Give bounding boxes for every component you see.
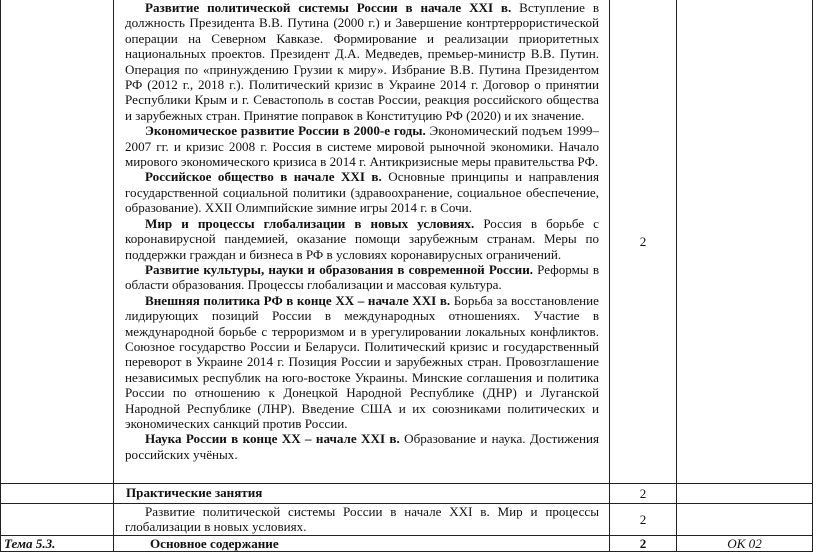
practical-topic-row — [1, 504, 813, 536]
paragraph-title: Российское общество в начале XXI в. — [145, 169, 382, 185]
paragraph-text: Борьба за восстановление лидирующих позиций России в международных отношениях. Участие в международной борьбе с терроризмом и в урегулировании локальных конфликтов. Союзное государство России и Беларуси. Политический кризис и государственный переворот в Украине 2014 г. Позиция России и зарубежных стран. Провозглашение независимых республик на юго-востоке Украины. Минские соглашения и политика России по отношению к Донецкой Народной Республике (ДНР) и Луганской Народной Республике (ЛНР). Введение США и их союзниками политических и экономических санкций против России. — [125, 292, 599, 431]
content-paragraph — [125, 216, 599, 262]
paragraph-text: Реформы в области образования. Процессы глобализации и массовая культура. — [125, 261, 600, 293]
content-paragraph — [125, 169, 599, 215]
paragraph-title: Внешняя политика РФ в конце XX – начале XXI в. — [145, 292, 451, 308]
content-paragraph — [125, 431, 599, 462]
theme-cell: Тема 5.3. — [1, 536, 114, 552]
theme-row — [1, 536, 813, 552]
paragraph-text: Россия в борьбе с коронавирусной пандемией, оказание помощи зарубежным странам. Меры по поддержки граждан и бизнеса в РФ в условиях коронавирусных ограничений. — [125, 215, 599, 262]
content-paragraph — [125, 262, 599, 293]
content-row — [1, 0, 813, 484]
paragraph-title: Наука России в конце XX – начале XXI в. — [145, 431, 400, 447]
content-cell — [114, 0, 610, 484]
theme-cell-empty — [1, 484, 114, 504]
competence-cell-empty — [677, 0, 813, 484]
theme-cell-empty — [1, 0, 114, 484]
paragraph-text: Образование и наука. Достижения российских учёных. — [125, 431, 599, 462]
practical-row — [1, 484, 813, 504]
paragraph-title: Экономическое развитие России в 2000-е годы. — [145, 123, 426, 139]
practical-label: Практические занятия — [114, 484, 610, 504]
paragraph-text: Вступление в должность Президента В.В. Путина (2000 г.) и Завершение контртеррористической операции на Северном Кавказе. Формирование и реализации приоритетных национальных проектов. Президент Д.А. Медведев, премьер-министр В.В. Путин. Операция по «принуждению Грузии к миру». Избрание В.В. Путина Президентом РФ (2012 г., 2018 г.). Политический кризис в Украине 2014 г. Договор о принятии Республики Крым и г. Севастополь в состав России, реакция российского общества и зарубежных стран. Принятие поправок в Конституцию РФ (2020) и их значение. — [125, 0, 599, 123]
paragraph-title: Развитие культуры, науки и образования в современной России. — [145, 261, 534, 277]
practical-topic-cell — [114, 504, 610, 536]
competence-cell-empty — [677, 504, 813, 536]
content-paragraph — [125, 123, 599, 169]
practical-hours: 2 — [610, 484, 677, 504]
competence-cell-empty — [677, 484, 813, 504]
competence-code: ОК 02 — [677, 536, 813, 552]
paragraph-title: Мир и процессы глобализации в новых условиях. — [145, 215, 475, 231]
theme-hours: 2 — [610, 536, 677, 552]
practical-topic-hours: 2 — [610, 504, 677, 536]
content-paragraph — [125, 293, 599, 432]
paragraph-text: Основные принципы и направления государственной социальной политики (здравоохранение, социальное обеспечение, образование). XXII Олимпийские зимние игры 2014 г. в Сочи. — [125, 169, 599, 216]
paragraph-text: Экономический подъем 1999–2007 гг. и кризис 2008 г. Россия в системе мировой рыночной экономики. Начало мирового экономического кризиса в 2014 г. Антикризисные меры правительства РФ. — [125, 123, 599, 170]
theme-cell-empty — [1, 504, 114, 536]
practical-topic-text: Развитие политической системы России в начале XXI в. Мир и процессы глобализации в новых условиях. — [125, 504, 599, 535]
paragraph-title: Развитие политической системы России в начале XXI в. — [145, 0, 512, 15]
theme-content-label: Основное содержание — [114, 536, 610, 552]
content-paragraph — [125, 0, 599, 123]
content-hours-cell: 2 — [610, 0, 677, 484]
